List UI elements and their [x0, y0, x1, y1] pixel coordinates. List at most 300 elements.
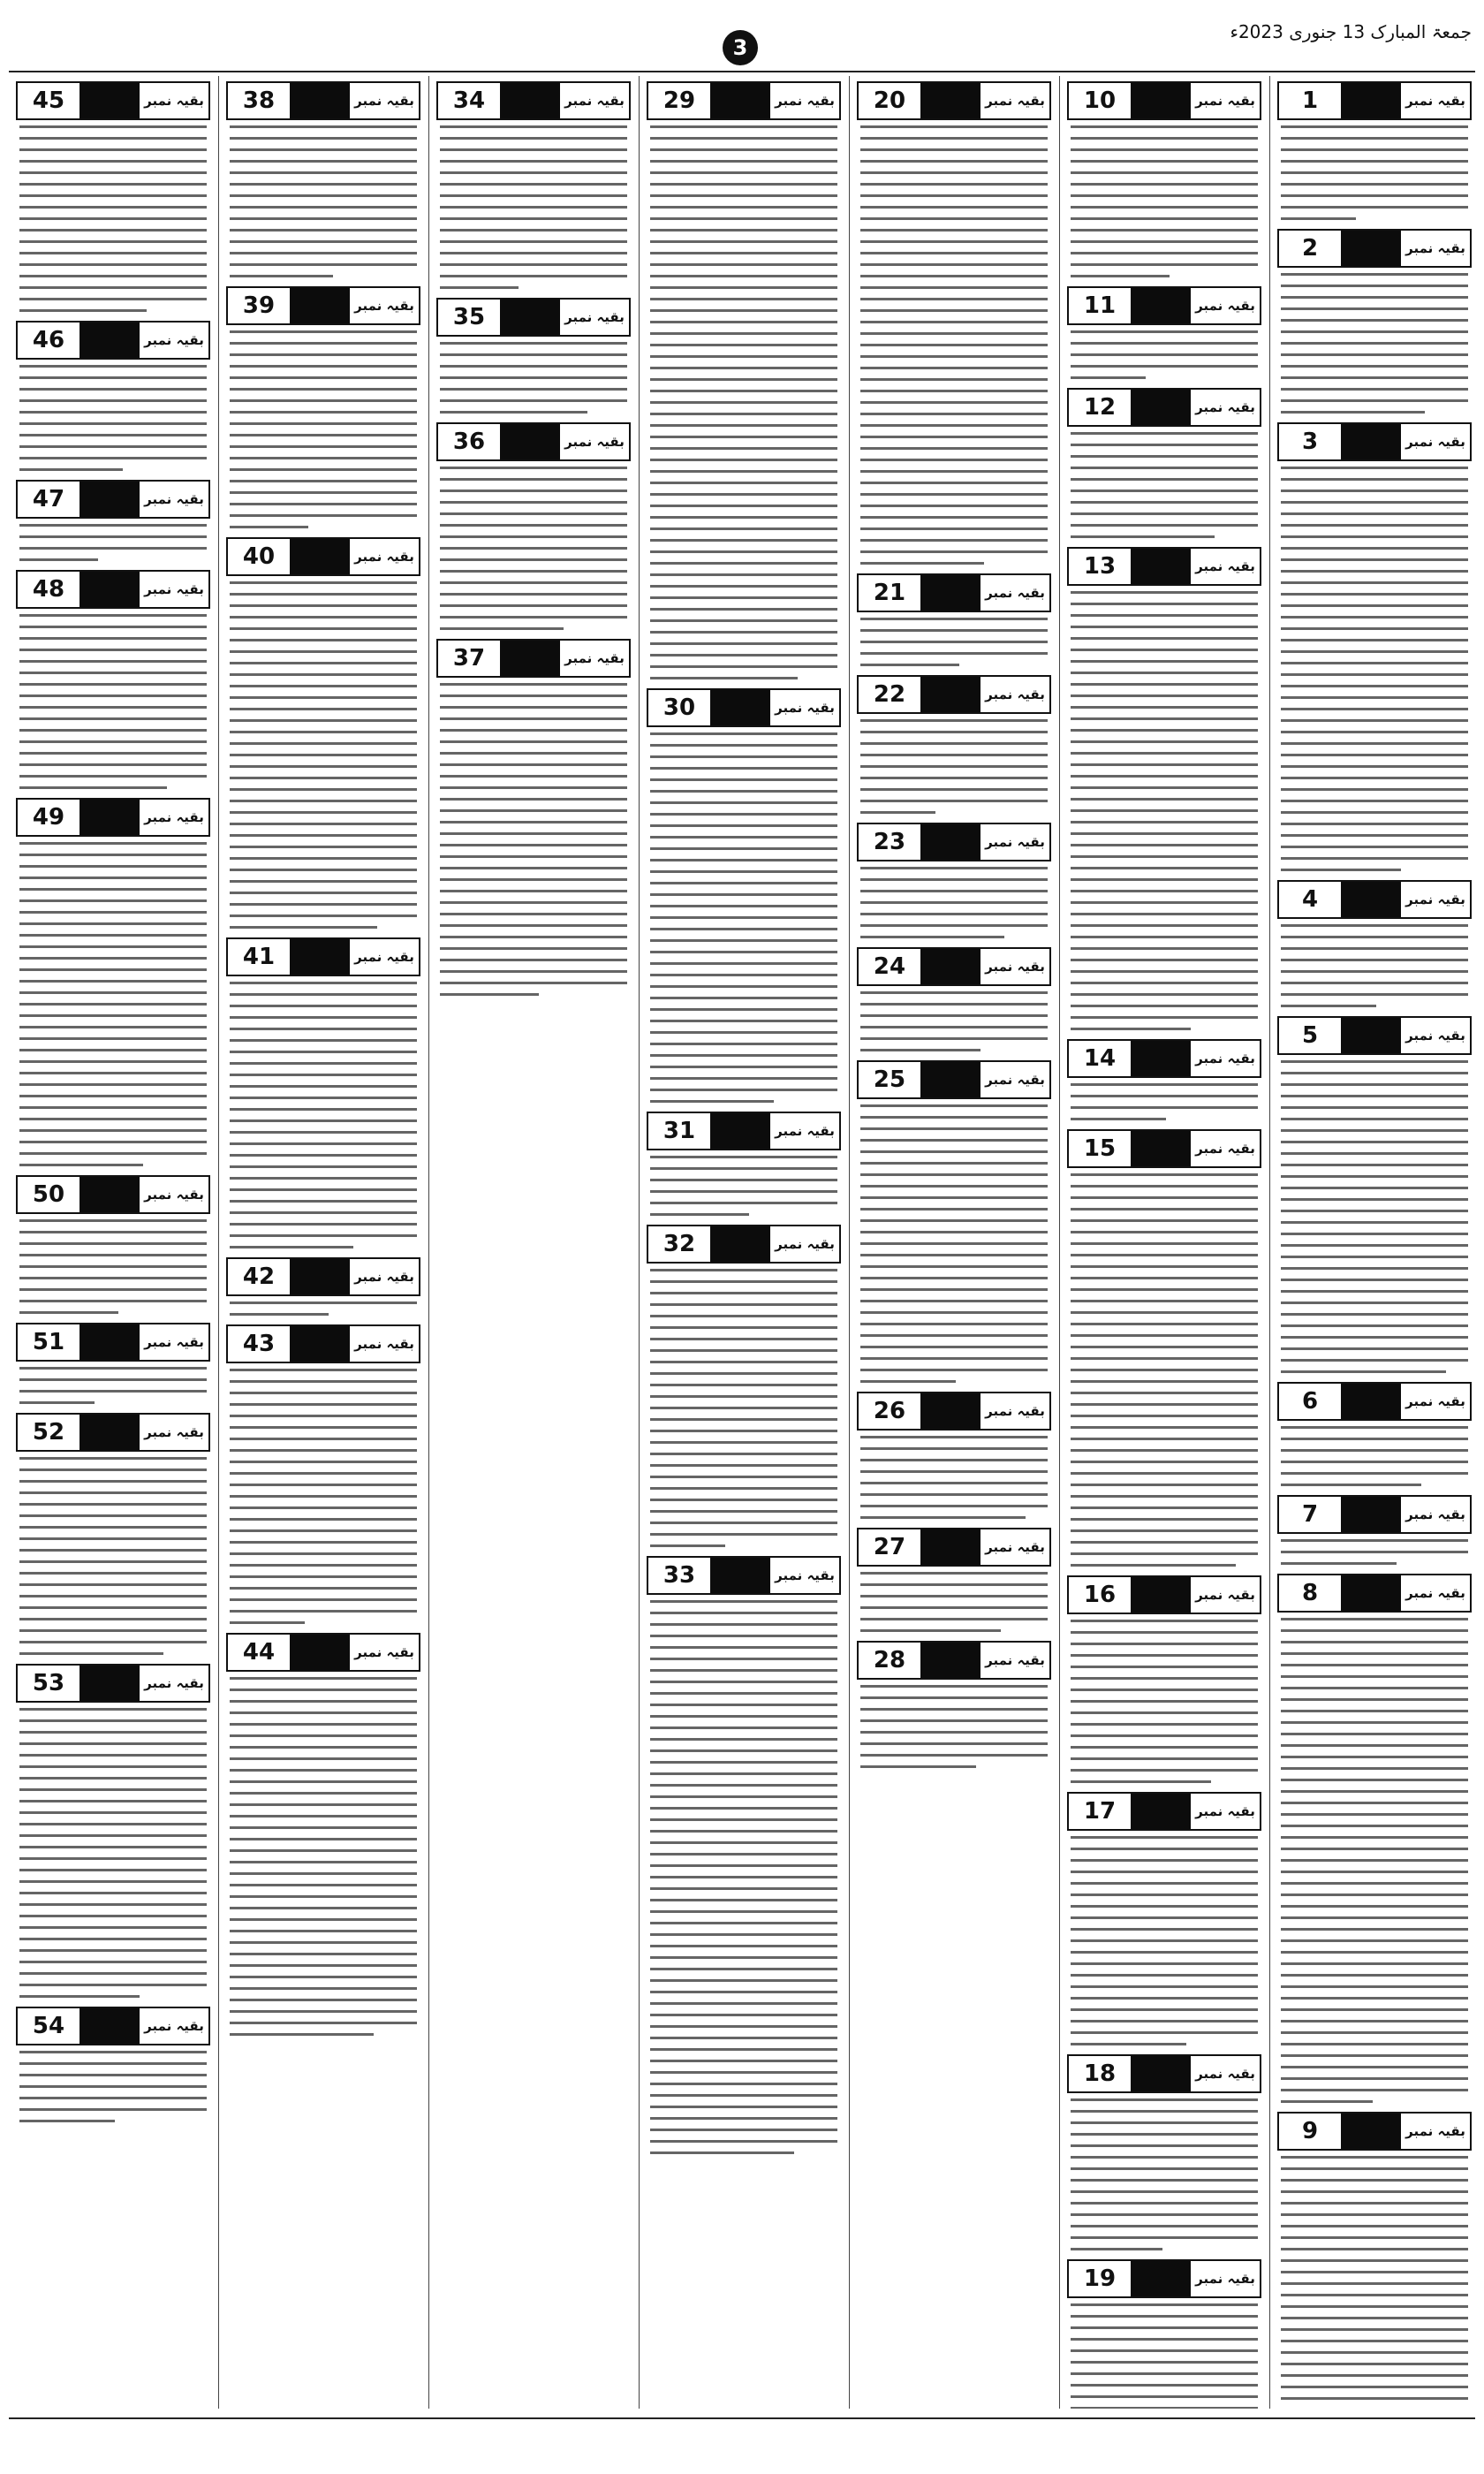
story-text-lines [1274, 1618, 1475, 2103]
page-header [0, 0, 1484, 62]
text-line [1281, 399, 1468, 402]
text-line [650, 1167, 837, 1170]
text-line [1281, 2271, 1468, 2273]
text-line [19, 1106, 207, 1109]
text-line [860, 901, 1048, 904]
story-text-lines [223, 1302, 424, 1316]
continuation-story [1064, 547, 1265, 1030]
text-line [860, 286, 1048, 289]
text-line [860, 309, 1048, 312]
text-line [1071, 330, 1258, 333]
text-line [230, 880, 417, 883]
text-line [1281, 512, 1468, 515]
text-line [19, 934, 207, 937]
text-line [860, 1049, 980, 1051]
text-line [1281, 1164, 1468, 1166]
text-line [230, 171, 417, 174]
text-line [230, 365, 417, 368]
text-line [860, 878, 1048, 881]
text-line [860, 447, 1048, 450]
text-line [650, 1544, 725, 1547]
text-line [230, 1575, 417, 1578]
text-line [1281, 2100, 1373, 2103]
continuation-badge [857, 573, 1051, 612]
text-line [230, 217, 417, 220]
text-line [440, 604, 627, 607]
text-line [1281, 183, 1468, 186]
text-line [1281, 1129, 1468, 1132]
badge-number: 45 [18, 83, 80, 118]
text-line [230, 1028, 417, 1030]
text-line [230, 673, 417, 676]
text-line [19, 298, 207, 300]
text-line [1071, 959, 1258, 961]
badge-black-bar [1341, 1384, 1401, 1419]
text-line [650, 125, 837, 128]
text-line [1071, 1403, 1258, 1406]
text-line [19, 1060, 207, 1063]
text-line [19, 2097, 207, 2099]
text-line [230, 892, 417, 894]
text-line [1071, 1939, 1258, 1942]
text-line [230, 627, 417, 630]
continuation-badge [1067, 1129, 1261, 1168]
text-line [440, 763, 627, 766]
text-line [1071, 1997, 1258, 2000]
text-line [1071, 844, 1258, 846]
text-line [860, 206, 1048, 209]
text-line [230, 1803, 417, 1806]
text-line [1281, 947, 1468, 950]
text-line [440, 959, 627, 961]
text-line [19, 1265, 207, 1268]
text-line [1071, 1689, 1258, 1691]
text-line [1281, 1267, 1468, 1270]
text-line [860, 765, 1048, 768]
badge-black-bar [290, 539, 350, 574]
badge-black-bar [920, 1529, 980, 1565]
text-line [1071, 2043, 1186, 2045]
text-line [1071, 217, 1258, 220]
story-text-lines [643, 1269, 844, 1547]
text-line [440, 524, 627, 527]
text-line [1281, 1175, 1468, 1178]
text-line [440, 263, 627, 266]
text-line [1281, 1871, 1468, 1873]
text-line [1281, 1313, 1468, 1316]
badge-label: بقیہ نمبر [980, 949, 1049, 984]
text-line [440, 535, 627, 538]
continuation-badge [1277, 2112, 1472, 2151]
badge-number: 8 [1279, 1575, 1341, 1611]
continuation-badge [436, 422, 631, 461]
text-line [19, 706, 207, 709]
text-line [19, 752, 207, 755]
badge-black-bar [1131, 1794, 1191, 1829]
text-line [1071, 2121, 1258, 2124]
continuation-badge [1277, 422, 1472, 461]
continuation-badge [16, 321, 210, 360]
continuation-story [1064, 388, 1265, 538]
text-line [650, 882, 837, 884]
badge-label: بقیہ نمبر [1191, 1577, 1260, 1613]
text-line [650, 928, 837, 930]
text-line [230, 662, 417, 664]
text-line [1281, 2077, 1468, 2080]
text-line [650, 801, 837, 804]
text-line [440, 694, 627, 697]
text-line [19, 1390, 207, 1393]
text-line [650, 367, 837, 369]
text-line [1071, 970, 1258, 973]
text-line [1071, 763, 1258, 766]
text-line [860, 1369, 1048, 1371]
badge-black-bar [500, 300, 560, 335]
text-line [230, 263, 417, 266]
text-line [860, 867, 1048, 869]
text-line [650, 321, 837, 323]
text-line [860, 470, 1048, 473]
text-line [860, 378, 1048, 381]
text-line [19, 740, 207, 743]
text-line [440, 342, 627, 345]
text-line [1071, 660, 1258, 663]
text-line [440, 194, 627, 197]
text-line [860, 160, 1048, 163]
text-line [1281, 2225, 1468, 2227]
text-line [1071, 455, 1258, 458]
badge-number: 37 [438, 641, 500, 676]
column-4 [643, 76, 844, 2409]
text-line [1071, 171, 1258, 174]
continuation-badge [226, 537, 420, 576]
text-line [650, 755, 837, 758]
text-line [19, 660, 207, 663]
text-line [1071, 1095, 1258, 1097]
column-1 [1274, 76, 1475, 2409]
text-line [440, 867, 627, 869]
text-line [19, 1401, 95, 1404]
text-line [650, 1784, 837, 1787]
story-text-lines [1064, 330, 1265, 379]
text-line [1281, 1198, 1468, 1201]
continuation-story [643, 1112, 844, 1216]
text-line [19, 1777, 207, 1780]
text-line [1071, 1334, 1258, 1337]
text-line [1281, 1256, 1468, 1258]
badge-black-bar [710, 83, 770, 118]
text-line [1281, 719, 1468, 722]
text-line [1071, 2225, 1258, 2227]
text-line [650, 1349, 837, 1352]
text-line [650, 298, 837, 300]
continuation-story [223, 81, 424, 277]
text-line [230, 1223, 417, 1226]
text-line [1281, 148, 1468, 151]
text-line [230, 1016, 417, 1019]
text-line [1281, 2031, 1468, 2034]
text-line [1281, 1426, 1468, 1429]
text-line [1071, 524, 1258, 527]
text-line [1071, 1005, 1258, 1007]
text-line [1281, 2374, 1468, 2377]
text-line [19, 1480, 207, 1483]
text-line [650, 824, 837, 827]
text-line [1281, 1905, 1468, 1908]
text-line [860, 1139, 1048, 1142]
text-line [650, 1646, 837, 1649]
text-line [19, 854, 207, 856]
text-line [650, 1179, 837, 1181]
continuation-badge [16, 81, 210, 120]
text-line [1281, 1698, 1468, 1701]
text-line [650, 1430, 837, 1432]
text-line [230, 742, 417, 745]
text-line [1071, 1380, 1258, 1383]
continuation-story [1064, 1575, 1265, 1783]
text-line [230, 1108, 417, 1111]
badge-number: 51 [18, 1324, 80, 1360]
story-text-lines [643, 1600, 844, 2154]
text-line [19, 1641, 207, 1643]
text-line [1071, 1185, 1258, 1188]
text-line [440, 512, 627, 515]
text-line [1071, 432, 1258, 435]
text-line [860, 125, 1048, 128]
text-line [1281, 959, 1468, 961]
continuation-badge [647, 1556, 841, 1595]
text-line [1071, 535, 1215, 538]
text-line [860, 1208, 1048, 1210]
story-text-lines [1274, 924, 1475, 1007]
text-line [230, 1746, 417, 1749]
text-line [650, 1280, 837, 1283]
text-line [230, 1200, 417, 1203]
column-3 [853, 76, 1055, 2409]
text-line [1071, 1711, 1258, 1714]
text-line [650, 1761, 837, 1764]
text-line [1281, 673, 1468, 676]
text-line [1281, 731, 1468, 733]
text-line [19, 968, 207, 971]
text-line [19, 1595, 207, 1597]
text-line [440, 993, 539, 996]
text-line [1071, 924, 1258, 927]
text-line [19, 1961, 207, 1963]
text-line [1071, 1118, 1166, 1120]
continuation-story [853, 947, 1055, 1051]
badge-black-bar [1131, 2261, 1191, 2296]
text-line [1071, 821, 1258, 823]
story-text-lines [12, 2051, 214, 2122]
text-line [1071, 1654, 1258, 1657]
text-line [19, 535, 207, 538]
text-line [1071, 1916, 1258, 1919]
text-line [860, 1618, 1048, 1620]
text-line [230, 1621, 305, 1624]
text-line [1281, 2340, 1468, 2342]
text-line [1071, 1208, 1258, 1210]
story-text-lines [853, 1104, 1055, 1383]
text-line [650, 1945, 837, 1947]
text-line [1071, 1643, 1258, 1645]
column-5 [433, 76, 634, 2409]
text-line [1071, 913, 1258, 915]
text-line [860, 482, 1048, 484]
text-line [650, 585, 837, 588]
text-line [19, 1118, 207, 1120]
text-line [650, 1841, 837, 1844]
text-line [1281, 1985, 1468, 1988]
badge-number: 34 [438, 83, 500, 118]
text-line [1281, 1438, 1468, 1440]
text-line [1281, 1767, 1468, 1770]
text-line [860, 1696, 1048, 1699]
text-line [1071, 982, 1258, 984]
badge-label: بقیہ نمبر [1401, 2114, 1470, 2149]
text-line [19, 445, 207, 448]
text-line [1281, 547, 1468, 550]
text-line [19, 206, 207, 209]
text-line [1281, 478, 1468, 481]
continuation-story [433, 639, 634, 996]
continuation-badge [436, 639, 631, 678]
continuation-badge [436, 81, 631, 120]
badge-number: 19 [1069, 2261, 1131, 2296]
text-line [230, 811, 417, 814]
text-line [1281, 2020, 1468, 2022]
text-line [230, 593, 417, 596]
text-line [19, 125, 207, 128]
badge-black-bar [290, 939, 350, 975]
continuation-badge [857, 81, 1051, 120]
badge-number: 20 [859, 83, 920, 118]
text-line [1281, 593, 1468, 596]
text-line [230, 1564, 417, 1567]
text-line [860, 344, 1048, 346]
text-line [650, 2014, 837, 2016]
text-line [440, 467, 627, 469]
continuation-badge [1067, 1792, 1261, 1831]
text-line [1281, 1836, 1468, 1839]
text-line [1281, 1187, 1468, 1189]
story-text-lines [1064, 2303, 1265, 2409]
text-line [1281, 137, 1468, 140]
text-line [650, 732, 837, 735]
badge-black-bar [500, 641, 560, 676]
text-line [650, 985, 837, 988]
text-line [230, 1918, 417, 1921]
text-line [230, 754, 417, 756]
text-line [1281, 1733, 1468, 1735]
text-line [650, 1156, 837, 1158]
badge-black-bar [1341, 882, 1401, 917]
continuation-story [643, 81, 844, 679]
badge-number: 5 [1279, 1018, 1341, 1053]
text-line [19, 1572, 207, 1575]
text-line [230, 240, 417, 243]
text-line [19, 945, 207, 948]
badge-label: بقیہ نمبر [770, 1113, 839, 1149]
badge-number: 6 [1279, 1384, 1341, 1419]
text-line [650, 1303, 837, 1306]
text-line [650, 744, 837, 747]
continuation-badge [1277, 1382, 1472, 1421]
text-line [650, 974, 837, 976]
story-text-lines [1274, 2156, 1475, 2409]
text-line [230, 1769, 417, 1772]
text-line [860, 367, 1048, 369]
text-line [19, 1072, 207, 1074]
text-line [19, 683, 207, 686]
text-line [440, 240, 627, 243]
text-line [19, 171, 207, 174]
text-line [1281, 1813, 1468, 1816]
badge-black-bar [80, 2008, 140, 2044]
text-line [230, 1085, 417, 1088]
text-line [860, 1219, 1048, 1222]
continuation-story [853, 81, 1055, 565]
text-line [1071, 683, 1258, 686]
text-line [440, 706, 627, 709]
text-line [1071, 1723, 1258, 1726]
story-text-lines [1064, 2098, 1265, 2250]
text-line [19, 1857, 207, 1860]
text-line [650, 870, 837, 873]
text-line [860, 550, 1048, 553]
story-text-lines [223, 581, 424, 929]
text-line [650, 1623, 837, 1626]
text-line [1071, 206, 1258, 209]
text-line [650, 859, 837, 861]
story-text-lines [853, 1572, 1055, 1632]
badge-label: بقیہ نمبر [770, 1558, 839, 1593]
text-line [1281, 857, 1468, 860]
text-line [650, 1533, 837, 1536]
badge-number: 35 [438, 300, 500, 335]
text-line [650, 2048, 837, 2051]
column-separator [1059, 76, 1060, 2409]
badge-number: 30 [648, 690, 710, 725]
text-line [650, 1991, 837, 1993]
text-line [230, 206, 417, 209]
text-line [19, 524, 207, 527]
text-line [860, 1346, 1048, 1348]
continuation-story [853, 1060, 1055, 1383]
text-line [650, 2140, 837, 2143]
badge-black-bar [80, 800, 140, 835]
text-line [650, 2094, 837, 2097]
story-text-lines [853, 719, 1055, 814]
text-line [1281, 1302, 1468, 1304]
badge-black-bar [80, 572, 140, 607]
text-line [1281, 2328, 1468, 2331]
text-line [1071, 1300, 1258, 1302]
text-line [650, 1910, 837, 1913]
text-line [1071, 240, 1258, 243]
text-line [1071, 1392, 1258, 1394]
text-line [1071, 855, 1258, 858]
continuation-badge [16, 1175, 210, 1214]
text-line [230, 229, 417, 231]
text-line [650, 847, 837, 850]
badge-number: 27 [859, 1529, 920, 1565]
text-line [1281, 1916, 1468, 1919]
text-line [1071, 1666, 1258, 1668]
text-line [650, 1338, 837, 1340]
text-line [1071, 1677, 1258, 1680]
text-line [1281, 1939, 1468, 1942]
